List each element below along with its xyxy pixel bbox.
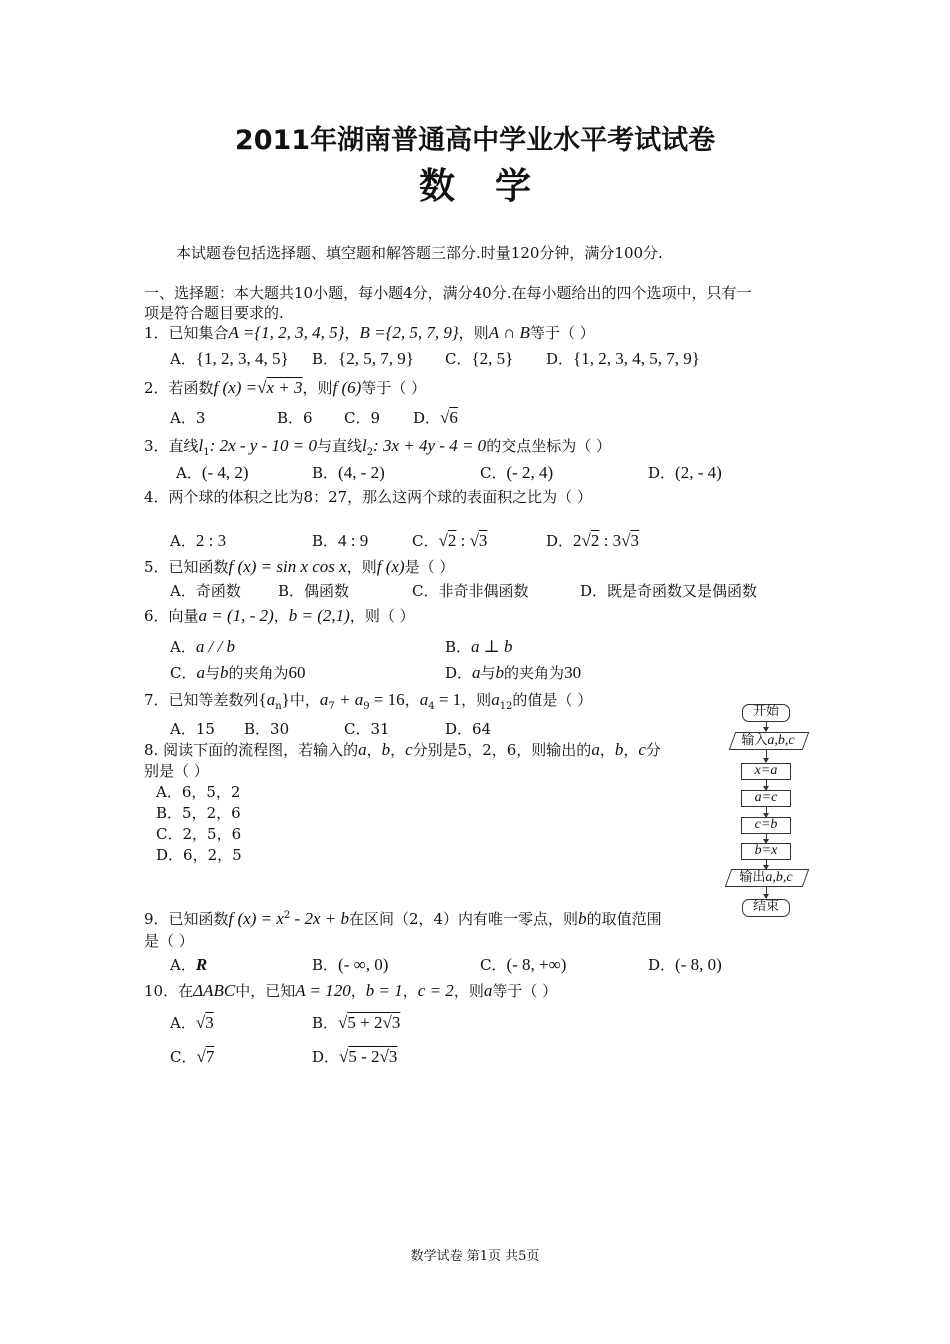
question-1	[144, 323, 595, 343]
question-4: 4．两个球的体积之比为8：27，那么这两个球的表面积之比为（ ）	[144, 488, 592, 506]
q8-option-b[interactable]: B．5，2，6	[156, 804, 241, 822]
q2-option-c[interactable]: C．9	[344, 409, 381, 427]
q7-option-a[interactable]: A．15	[170, 720, 215, 738]
q1-set-b: B ={2, 5, 7, 9}	[359, 323, 459, 342]
q1-option-a[interactable]: A．{1, 2, 3, 4, 5}	[170, 349, 289, 368]
q10-option-d[interactable]: D．√5 - 2√3	[312, 1047, 398, 1066]
q6-option-b[interactable]: B．a ⊥ b	[445, 637, 513, 656]
q9-option-a[interactable]: A．R	[170, 955, 208, 974]
q6-option-c[interactable]: C．a与b的夹角为60	[170, 663, 306, 682]
question-2: 2．若函数f (x) =√x + 3，则f (6)等于（ ）	[144, 378, 427, 397]
q3-option-c[interactable]: C．(- 2, 4)	[480, 463, 554, 482]
question-3: 3．直线$l_1$: 2x - y - 10 = 0与直线$l_2$: 3x + 4y - 4 = 0的交点坐标为（ ）	[144, 436, 611, 458]
question-5: 5．已知函数f (x) = sin x cos x，则f (x)是（ ）	[144, 557, 455, 576]
q1-option-b[interactable]: B．{2, 5, 7, 9}	[312, 349, 414, 368]
flowchart-step-3: c=b	[741, 817, 791, 834]
question-9-cont: 是（ ）	[144, 932, 194, 950]
flowchart	[718, 702, 818, 922]
q6-option-d[interactable]: D．a与b的夹角为30	[445, 663, 582, 682]
q1-then: ，则	[458, 324, 489, 342]
q5-option-b[interactable]: B．偶函数	[278, 582, 350, 600]
question-10: 10．在ΔABC中，已知A = 120，b = 1，c = 2，则a等于（ ）	[144, 981, 558, 1000]
q3-option-b[interactable]: B．(4, - 2)	[312, 463, 385, 482]
section1-heading-cont: 项是符合题目要求的.	[144, 304, 284, 322]
q9-option-c[interactable]: C．(- 8, +∞)	[480, 955, 567, 974]
q1-option-d[interactable]: D．{1, 2, 3, 4, 5, 7, 9}	[546, 349, 700, 368]
question-9: 9．已知函数f $(x) = x^2 - 2x + b$在区间（2，4）内有唯一零点，则b的取值范围	[144, 909, 662, 928]
q3-option-a[interactable]: A．(- 4, 2)	[176, 463, 249, 482]
q7-option-b[interactable]: B．30	[244, 720, 290, 738]
q2-radicand: x + 3	[266, 378, 303, 397]
q3-option-d[interactable]: D．(2, - 4)	[648, 463, 722, 482]
q4-option-a[interactable]: A．2 : 3	[170, 531, 227, 550]
q6-option-a[interactable]: A．a / / b	[170, 637, 236, 656]
flowchart-input: 输入a,b,c	[741, 733, 795, 748]
q5-option-d[interactable]: D．既是奇函数又是偶函数	[580, 582, 758, 600]
q1-option-c[interactable]: C．{2, 5}	[445, 349, 514, 368]
question-8-cont: 别是（ ）	[144, 762, 209, 780]
exam-intro: 本试题卷包括选择题、填空题和解答题三部分.时量120分钟，满分100分.	[176, 244, 663, 262]
q8-option-c[interactable]: C．2，5，6	[156, 825, 242, 843]
q8-option-a[interactable]: A．6，5，2	[156, 783, 241, 801]
q10-option-a[interactable]: A．√3	[170, 1013, 214, 1032]
q2-option-a[interactable]: A．3	[170, 409, 206, 427]
page-footer: 数学试卷 第1页 共5页	[410, 1249, 540, 1264]
flowchart-step-2: a=c	[741, 790, 791, 807]
q7-option-d[interactable]: D．64	[445, 720, 492, 738]
q5-option-c[interactable]: C．非奇非偶函数	[412, 582, 529, 600]
flowchart-end: 结束	[742, 899, 790, 917]
q1-expr: A ∩ B	[488, 323, 530, 342]
q10-option-b[interactable]: B．√5 + 2√3	[312, 1013, 401, 1032]
q8-option-d[interactable]: D．6，2，5	[156, 846, 242, 864]
q7-option-c[interactable]: C．31	[344, 720, 390, 738]
q1-tail: 等于（ ）	[529, 324, 595, 342]
q2-option-b[interactable]: B．6	[277, 409, 313, 427]
exam-subject: 数学	[418, 166, 571, 207]
flowchart-step-4: b=x	[741, 843, 791, 860]
q10-option-c[interactable]: C．√7	[170, 1047, 215, 1066]
q1-comma: ，	[344, 324, 360, 342]
exam-title: 2011年湖南普通高中学业水平考试试卷	[234, 125, 716, 156]
question-6: 6．向量a = (1, - 2)，b = (2,1)，则（ ）	[144, 606, 415, 625]
question-7: 7．已知等差数列$\{a_n\}$中，$a_7 + a_9 = 16$，$a_4 = 1$，则$a_{12}$的值是（ ）	[144, 690, 593, 712]
q1-stem: 1．已知集合	[144, 324, 229, 342]
flowchart-step-1: x=a	[741, 763, 791, 780]
q9-option-b[interactable]: B．(- ∞, 0)	[312, 955, 389, 974]
q4-option-d[interactable]: D．2√2 : 3√3	[546, 531, 639, 550]
q1-set-a: A ={1, 2, 3, 4, 5}	[228, 323, 345, 342]
flowchart-start: 开始	[742, 704, 790, 722]
question-8: 8. 阅读下面的流程图，若输入的a，b，c分别是5，2，6，则输出的a，b，c分	[144, 740, 661, 759]
q2-option-d[interactable]: D．√6	[413, 408, 458, 427]
q4-option-c[interactable]: C．√2 : √3	[412, 531, 488, 550]
section1-heading: 一、选择题：本大题共10小题，每小题4分，满分40分.在每小题给出的四个选项中，只有一	[144, 284, 752, 302]
flowchart-output: 输出a,b,c	[739, 870, 793, 885]
q4-option-b[interactable]: B．4 : 9	[312, 531, 369, 550]
q5-option-a[interactable]: A．奇函数	[170, 582, 241, 600]
q9-option-d[interactable]: D．(- 8, 0)	[648, 955, 722, 974]
